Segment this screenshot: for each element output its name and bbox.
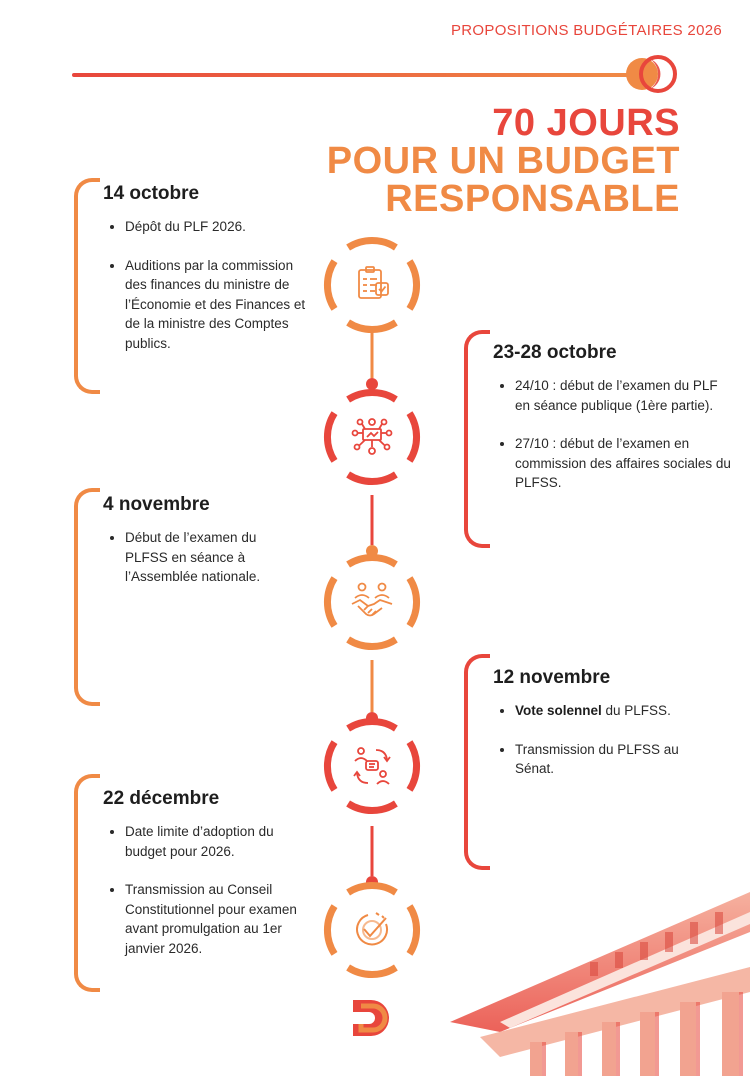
brand-logo-icon [349, 994, 397, 1042]
handshake-icon [352, 584, 392, 616]
exchange-people-icon [354, 748, 390, 784]
check-circle-icon [357, 913, 387, 944]
event-date: 12 novembre [493, 667, 611, 688]
connector-dot [366, 378, 378, 390]
title-line-2: POUR UN BUDGET [326, 140, 680, 182]
vote-solennel-rest: du PLFSS. [601, 703, 671, 718]
event-date: 14 octobre [103, 183, 200, 204]
ring-2 [327, 392, 416, 481]
event-date: 4 novembre [103, 494, 210, 515]
event-item: • 27/10 : début de l’examen en commission des affaires sociales du PLFSS. [515, 434, 733, 493]
event-item: • Dépôt du PLF 2026. [125, 217, 318, 237]
title-line-3: RESPONSABLE [385, 178, 680, 220]
header-label: PROPOSITIONS BUDGÉTAIRES 2026 [451, 22, 722, 39]
event-item: • Transmission du PLFSS au Sénat. [515, 740, 708, 779]
title-line-1: 70 JOURS [492, 102, 680, 144]
event-item: • Date limite d’adoption du budget pour 2026. [125, 822, 318, 861]
event-date: 23-28 octobre [493, 342, 617, 363]
ring-3 [327, 557, 416, 646]
vote-solennel-bold: Vote solennel [515, 703, 602, 718]
clipboard-checklist-icon [359, 267, 388, 298]
network-presentation-icon [353, 419, 392, 454]
ring-5 [327, 885, 416, 974]
event-item: • Début de l’examen du PLFSS en séance à l’Assemblée nationale. [125, 528, 298, 587]
event-item: • Transmission au Conseil Constitutionnel pour examen avant promulgation au 1er janvier 2026. [125, 880, 318, 958]
ring-4 [327, 721, 416, 810]
event-date: 22 décembre [103, 788, 220, 809]
assemblee-nationale-building-icon [440, 872, 750, 1076]
event-item: • 24/10 : début de l’examen du PLF en séance publique (1ère partie). [515, 376, 733, 415]
event-item: • Auditions par la commission des finances du ministre de l’Économie et des Finances et de la ministre des Comptes publics. [125, 256, 318, 354]
